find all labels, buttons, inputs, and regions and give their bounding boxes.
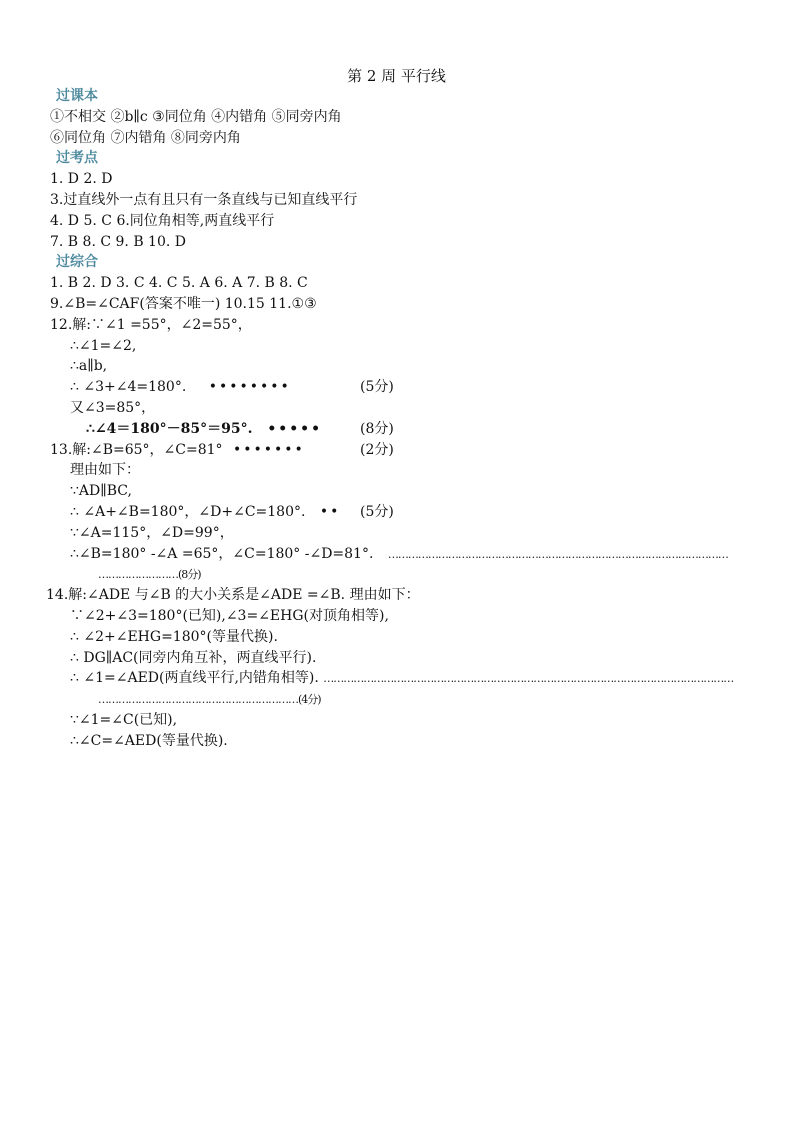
textbook-answers-line-1: ①不相交 ②b∥c ③同位角 ④内错角 ⑤同旁内角: [50, 108, 342, 125]
q14-leader-dots: ……………………………………………………………………………………………………………: [323, 672, 734, 686]
section-heading-exam-points: 过考点: [56, 150, 98, 167]
answer-body: [46, 86, 760, 752]
q13-step-dots: ••: [319, 503, 341, 520]
section-heading-textbook: 过课本: [56, 88, 98, 104]
section-heading-comprehensive: 过综合: [56, 254, 98, 271]
q14-score-4: ……………………………………………………(4分): [98, 693, 321, 707]
q14-line-6: [50, 689, 760, 710]
q13-step-text: ∴ ∠A+∠B=180°，∠D+∠C=180°.: [70, 503, 306, 520]
exam-answers-line-1: 1. D 2. D: [50, 171, 113, 188]
q12-result-text: ∴∠4＝180°－85°＝95°.: [86, 420, 253, 437]
q13-line-2: 理由如下：: [70, 462, 140, 479]
q13-answer-text: 13.解:∠B=65°，∠C=81°: [50, 441, 223, 458]
q13-line-3: ∵AD∥BC,: [70, 483, 132, 500]
q12-line-5: 又∠3=85°，: [70, 399, 156, 416]
exam-answers-line-4: 7. B 8. C 9. B 10. D: [50, 233, 187, 250]
q14-step-text: ∴ ∠1=∠AED(两直线平行,内错角相等).: [70, 670, 319, 687]
q13-line-4: [50, 502, 760, 523]
q12-line-3: ∴a∥b,: [70, 358, 108, 375]
exam-answers-line-2: 3.过直线外一点有且只有一条直线与已知直线平行: [50, 191, 358, 208]
q12-step-text: ∴ ∠3+∠4=180°.: [70, 379, 187, 396]
q14-line-4: ∴ DG∥AC(同旁内角互补，两直线平行).: [70, 649, 317, 666]
q14-line-7: ∵∠1=∠C(已知),: [70, 711, 178, 728]
exam-answers-line-3: 4. D 5. C 6.同位角相等,两直线平行: [50, 212, 275, 229]
q12-line-4: [50, 377, 760, 398]
q12-score-8: (8分): [360, 420, 394, 437]
q14-line-2: ∵∠2+∠3=180°(已知),∠3=∠EHG(对顶角相等),: [70, 607, 389, 624]
q13-score-5: (5分): [360, 503, 394, 520]
q12-score-5: (5分): [360, 379, 394, 396]
q13-line-1: [50, 440, 760, 461]
q13-leader-dots: …………………………………………………………………………………………: [387, 547, 728, 561]
q12-line-1: 12.解:∵∠1 =55°，∠2=55°，: [50, 316, 252, 333]
q14-line-5: [50, 668, 760, 689]
comprehensive-answers-line-2: 9.∠B=∠CAF(答案不唯一) 10.15 11.①③: [50, 295, 317, 312]
textbook-answers-line-2: ⑥同位角 ⑦内错角 ⑧同旁内角: [50, 129, 241, 146]
q13-score-2: (2分): [360, 441, 394, 458]
q12-step-dots: ••••••••: [208, 379, 291, 396]
q13-line-7: [50, 564, 760, 585]
q12-result-dots: •••••: [267, 420, 323, 437]
q13-line-6: [50, 544, 760, 565]
q13-result-text: ∴∠B=180° -∠A =65°，∠C=180° -∠D=81°.: [70, 545, 374, 562]
q13-answer-dots: •••••••: [233, 441, 305, 458]
comprehensive-answers-line-1: 1. B 2. D 3. C 4. C 5. A 6. A 7. B 8. C: [50, 275, 308, 292]
q12-line-2: ∴∠1=∠2,: [70, 337, 137, 354]
q14-line-3: ∴ ∠2+∠EHG=180°(等量代换).: [70, 628, 278, 645]
q13-score-8: ……………………(8分): [98, 568, 201, 582]
page-title: 第 2 周 平行线: [347, 67, 446, 85]
q12-line-6: [50, 419, 760, 440]
q14-line-1: 14.解:∠ADE 与∠B 的大小关系是∠ADE =∠B. 理由如下：: [46, 587, 420, 604]
q13-line-5: ∵∠A=115°，∠D=99°，: [70, 524, 234, 541]
q14-line-8: ∴∠C=∠AED(等量代换).: [70, 732, 228, 749]
